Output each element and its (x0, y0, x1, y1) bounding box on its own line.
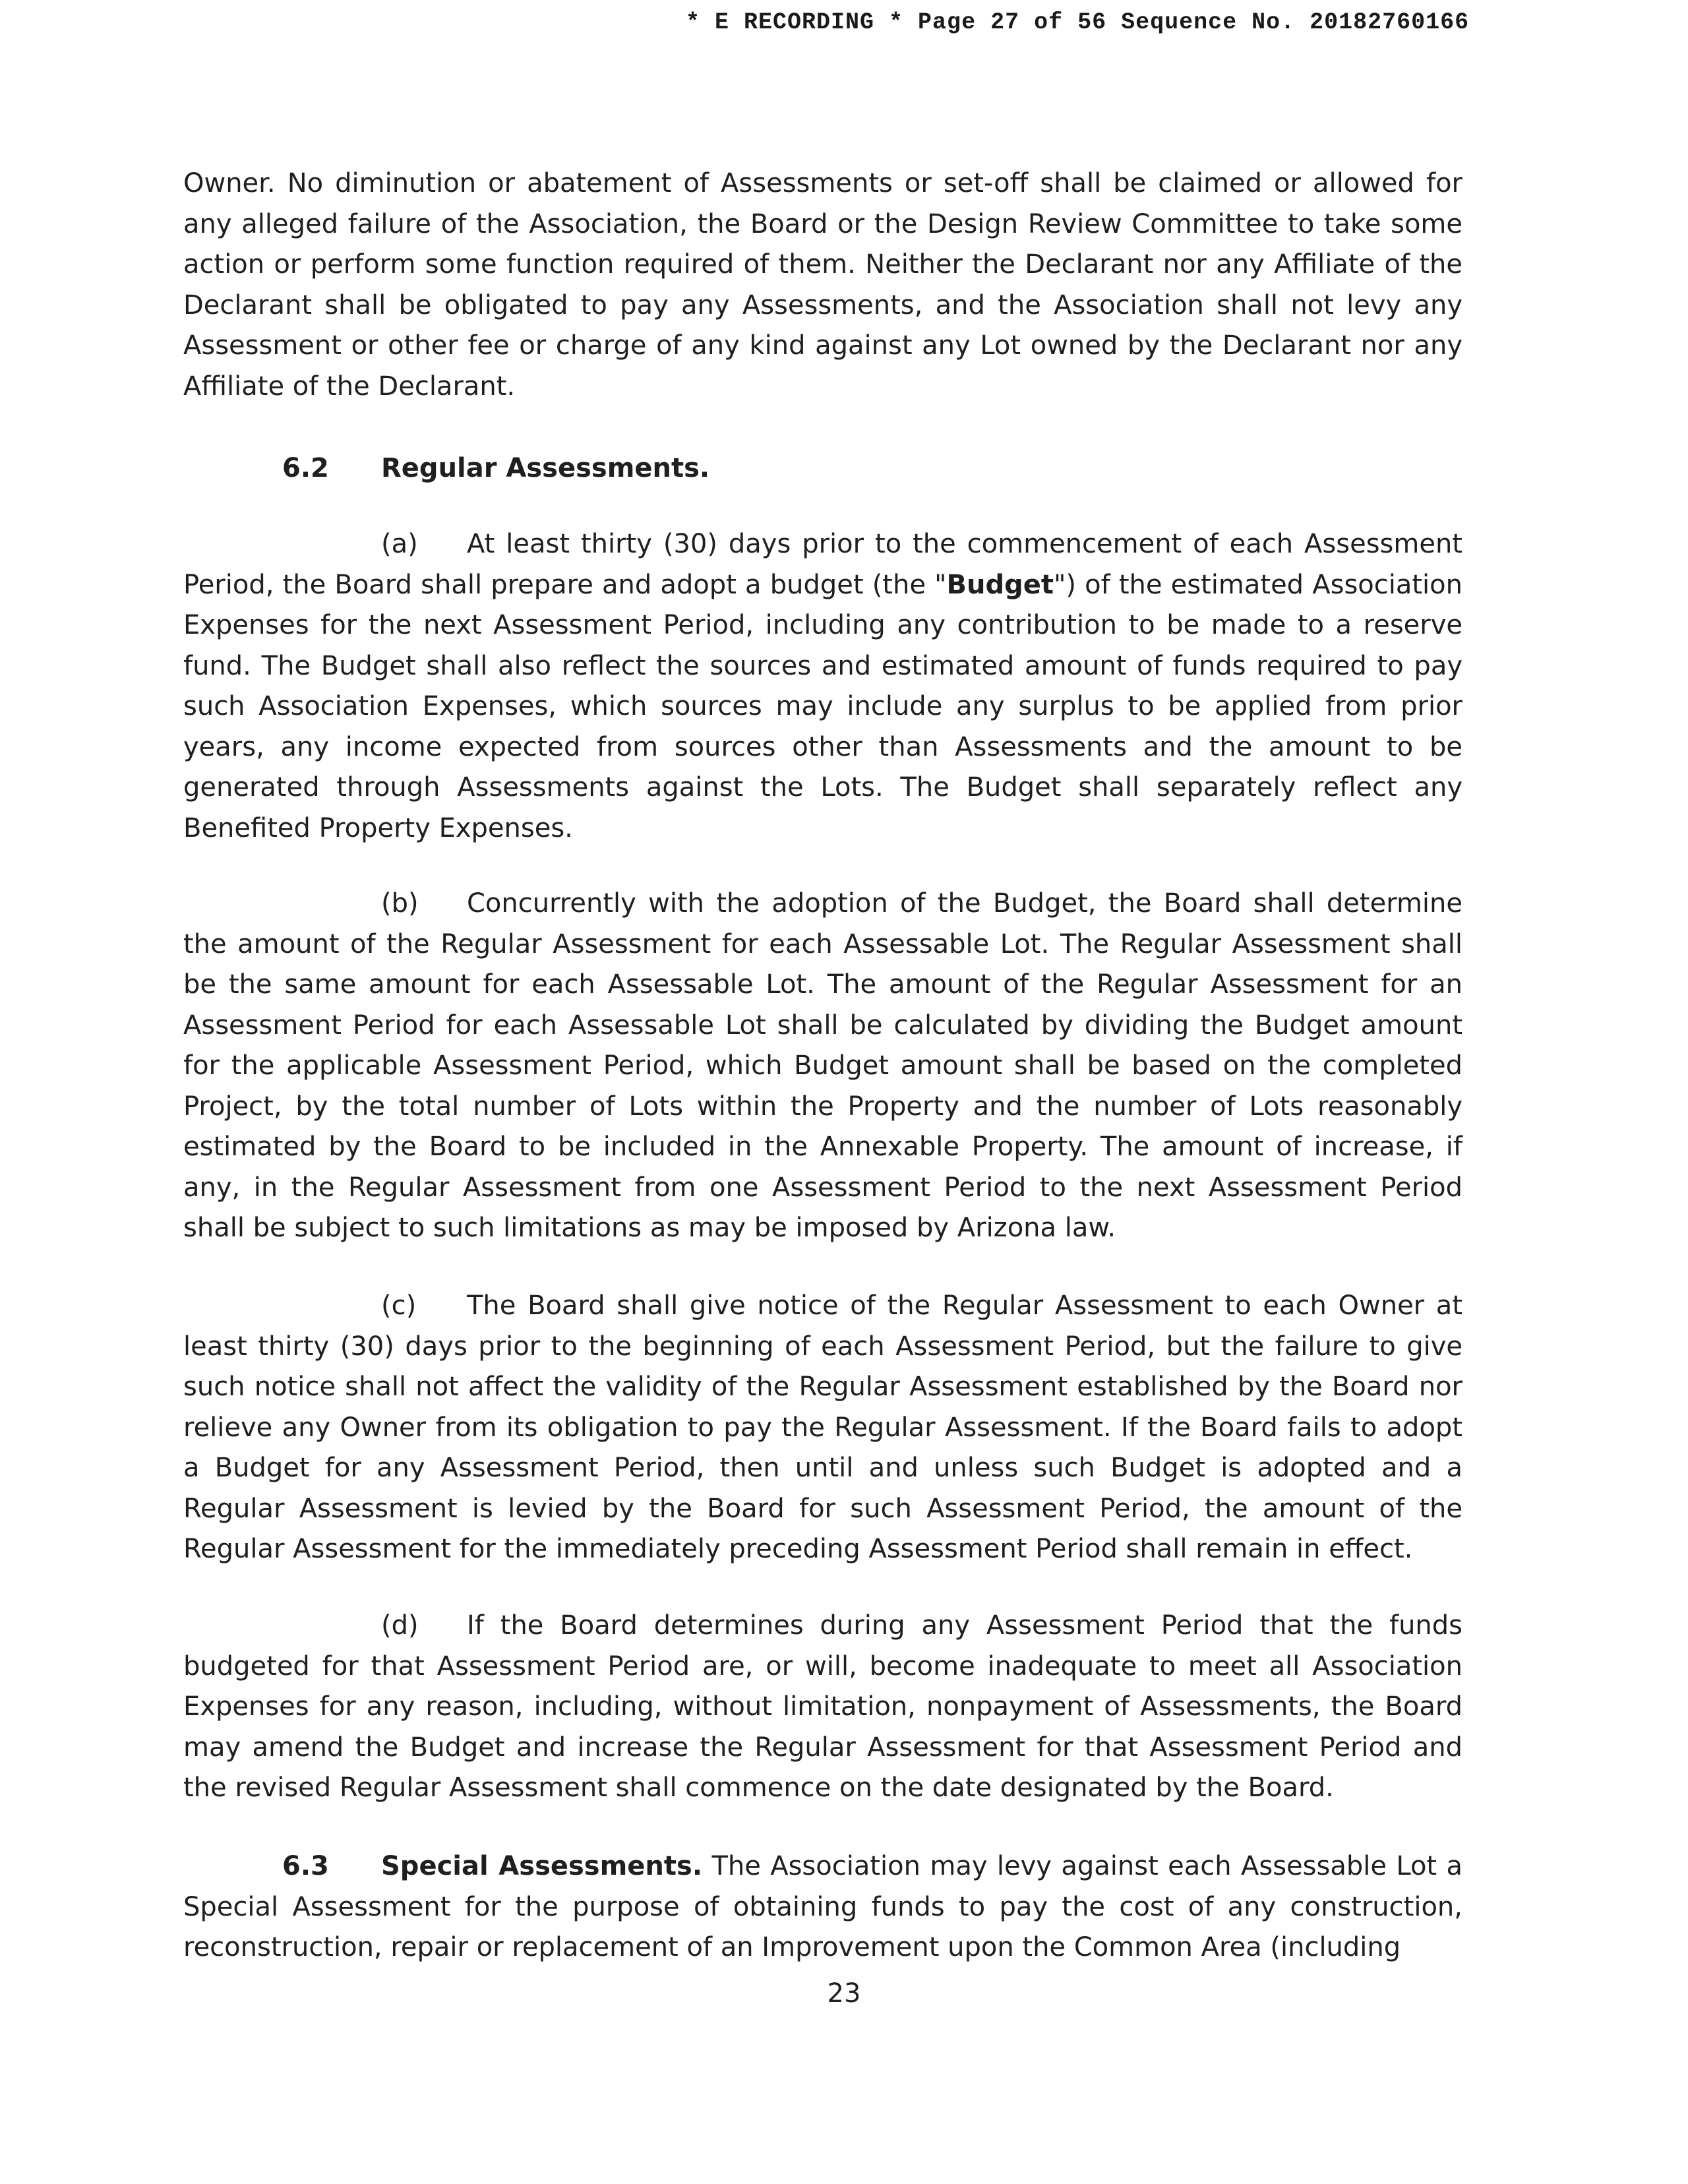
intro-paragraph: Owner. No diminution or abatement of Assessments or set-off shall be claimed or allowed for any alleged failure of the Association, the Board or the Design Review Committee to take some action or perform some function required of them. Neither the Declarant nor any Affiliate of the Declarant shall be obligated to pay any Assessments, and the Association shall not levy any Assessment or other fee or charge of any kind against any Lot owned by the Declarant nor any Affiliate of the Declarant. (183, 168, 1462, 402)
section-number: 6.3 (282, 1851, 329, 1881)
paragraph-text-part: ") of the estimated Association Expenses for the next Assessment Period, including any contribution to be made to a reserve fund. The Budget shall also reflect the sources and estimated amount of funds required to pay such Association Expenses, which sources may include any surplus to be applied from prior years, any income expected from sources other than Assessments and the amount to be generated through Assessments against the Lots. The Budget shall separately reflect any Benefited Property Expenses. (183, 569, 1462, 843)
section-title: Regular Assessments. (381, 453, 710, 483)
paragraph-text: The Board shall give notice of the Regular Assessment to each Owner at least thirty (30) days prior to the beginning of each Assessment Period, but the failure to give such notice shall not affect the validity of the Regular Assessment established by the Board nor relieve any Owner from its obligation to pay the Regular Assessment. If the Board fails to adopt a Budget for any Assessment Period, then until and unless such Budget is adopted and a Regular Assessment is levied by the Board for such Assessment Period, the amount of the Regular Assessment for the immediately preceding Assessment Period shall remain in effect. (183, 1290, 1462, 1564)
paragraph-text: Concurrently with the adoption of the Budget, the Board shall determine the amount of the Regular Assessment for each Assessable Lot. The Regular Assessment shall be the same amount for each Assessable Lot. The amount of the Regular Assessment for an Assessment Period for each Assessable Lot shall be calculated by dividing the Budget amount for the applicable Assessment Period, which Budget amount shall be based on the completed Project, by the total number of Lots within the Property and the number of Lots reasonably estimated by the Board to be included in the Annexable Property. The amount of increase, if any, in the Regular Assessment from one Assessment Period to the next Assessment Period shall be subject to such limitations as may be imposed by Arizona law. (183, 888, 1462, 1243)
paragraph-a (183, 524, 1462, 849)
page-number: 23 (827, 1978, 861, 2009)
paragraph-d (183, 1606, 1462, 1809)
section-6-3-paragraph (183, 1846, 1462, 1968)
section-number: 6.2 (282, 453, 329, 483)
defined-term: Budget (946, 569, 1054, 600)
paragraph-b (183, 884, 1462, 1249)
recording-stamp: * E RECORDING * Page 27 of 56 Sequence No. 20182760166 (686, 9, 1470, 36)
paragraph-c (183, 1286, 1462, 1570)
paragraph-label: (c) (381, 1290, 417, 1321)
paragraph-label: (b) (381, 888, 419, 919)
section-heading-6-3 (183, 1851, 702, 1881)
paragraph-text-part: At least thirty (30) days prior to the commencement of each Assessment Period, the Board shall prepare and adopt a budget (the " (183, 529, 1462, 600)
section-title: Special Assessments. (381, 1851, 703, 1881)
section-heading-6-2 (282, 448, 709, 489)
paragraph-label: (a) (381, 529, 418, 559)
paragraph-label: (d) (381, 1610, 419, 1641)
paragraph-text: If the Board determines during any Assessment Period that the funds budgeted for that Assessment Period are, or will, become inadequate to meet all Association Expenses for any reason, including, without limitation, nonpayment of Assessments, the Board may amend the Budget and increase the Regular Assessment for that Assessment Period and the revised Regular Assessment shall commence on the date designated by the Board. (183, 1610, 1462, 1803)
paragraph-text: The Association may levy against each Assessable Lot a Special Assessment for the purpose of obtaining funds to pay the cost of any construction, reconstruction, repair or replacement of an Improvement upon the Common Area (including (183, 1851, 1463, 1962)
